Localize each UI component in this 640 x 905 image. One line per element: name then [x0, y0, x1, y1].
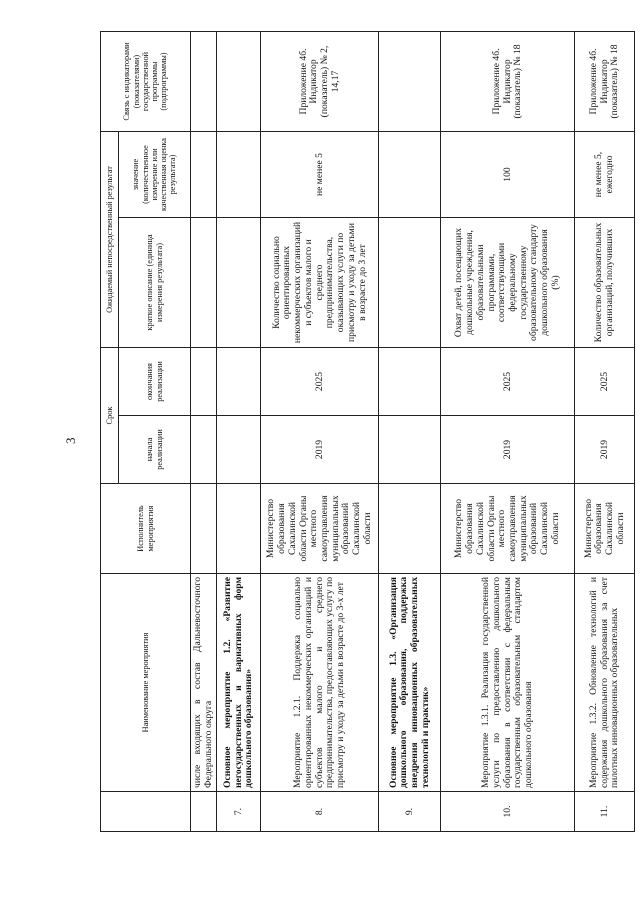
col-value: значение (количественное измерение или качественная оценка результата) [119, 132, 191, 218]
table-row: 11. Мероприятие 1.3.2. Обновление технологий и содержания дошкольного образования за счет пилотных инновационных образовательных Министерство образования Сахалинской области 2019 2025 Количество образовательных организаций, получивших не менее 5, ежегодно Приложение 4б. Индикатор (показатель) № 18 [575, 32, 635, 832]
col-executor: Исполнитель мероприятия [101, 484, 191, 574]
col-result: Ожидаемый непосредственный результат [101, 132, 119, 348]
page-number: 3 [63, 437, 78, 444]
table-row: числе входящих в состав Дальневосточного Федерального округа [191, 32, 217, 832]
table-row: 7. Основное мероприятие 1.2. «Развитие негосударственных и вариативных форм дошкольного образования» [217, 32, 261, 832]
rotated-table-container [100, 32, 626, 832]
col-desc: краткое описание (единица измерения результата) [119, 218, 191, 348]
col-num [101, 792, 191, 832]
col-name: Наименование мероприятия [101, 574, 191, 792]
table-row: 8. Мероприятие 1.2.1. Поддержка социально ориентированных некоммерческих организаций и субъектов малого и среднего предпринимательства, предоставляющих услугу по присмотру и уходу за детьми в возрасте до 3-х лет Министерство образования Сахалинской области Органы местного самоуправления муниципальных образований Сахалинской области 2019 2025 Количество социально ориентированных некоммерческих организаций и субъектов малого и среднего предпринимательства, оказывающих услуги по присмотру и уходу за детьми в возрасте до 3 лет не менее 5 Приложение 4б. Индикатор (показатель) № 2, 14,17 [261, 32, 379, 832]
col-period: Срок [101, 348, 119, 484]
col-start: начала реализации [119, 416, 191, 484]
col-end: окончания реализации [119, 348, 191, 416]
measures-table [100, 31, 635, 832]
table-row: 9. Основное мероприятие 1.3. «Организация дошкольного образования, поддержка внедрения инновационных образовательных технологий и практик» [379, 32, 441, 832]
col-link: Связь с индикаторами (показателями) государственной программы (подпрограммы) [101, 32, 191, 132]
table-row: 10. Мероприятие 1.3.1. Реализация государственной услуги по предоставлению дошкольного образования в соответствии с федеральным государственным образовательным стандартом дошкольного образования Министерство образования Сахалинской области Органы местного самоуправления муниципальных образований Сахалинской области 2019 2025 Охват детей, посещающих дошкольные учреждения, образовательными программами, соответствующими федеральному государственному образовательному стандарту дошкольного образования (%) 100 Приложение 4б. Индикатор (показатель) № 18 [441, 32, 575, 832]
